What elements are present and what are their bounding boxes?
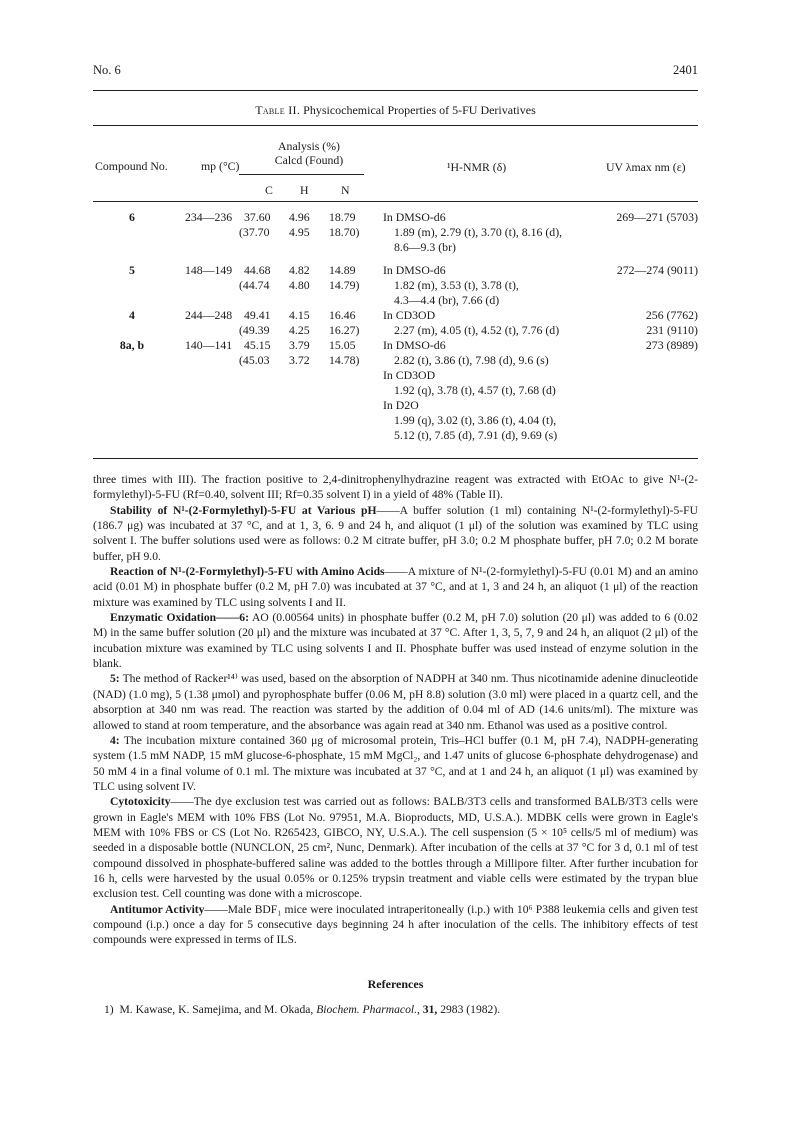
uv-value: 273 (8989)	[645, 338, 698, 352]
calcd-value: 3.79	[289, 338, 310, 352]
col-header-nmr: ¹H-NMR (δ)	[447, 160, 507, 174]
found-value: 4.25	[289, 323, 310, 337]
paragraph-cytotoxicity: Cytotoxicity——The dye exclusion test was carried out as follows: BALB/3T3 cells and transformed BALB/3T3 cells were grown in Eagle's MEM with 10% FBS (Lot No. 97951, M.A. Bioproducts, MD, U.S.A.). MDBK cells were grown in Eagle's MEM with 10% FBS or CS (Lot No. R265423, GIBCO, NY, U.S.A.). The cell suspension (5 × 10⁵ cells/5 ml of medium) was seeded in a disposable bottle (NUNCLON, 25 cm², Nunc, Denmark). After incubation of the cells at 37 °C for 3 d, 0.1 ml of test compound dissolved in phosphate-buffered saline was added to the bottles through a Millipore filter. After further incubation for 16 h, cells were harvested by the usual 0.05% or 0.125% trypsin treatment and viable cells were estimated by the trypan blue exclusion test. Cell counting was done with a microscope.	[93, 795, 698, 901]
table-label: Table II.	[255, 103, 301, 117]
paragraph-amino-acids: Reaction of N¹-(2-Formylethyl)-5-FU with Amino Acids——A mixture of N¹-(2-formylethyl)-5-FU (0.01 M) and an amino acid (0.01 M) in phosphate buffer (0.2 M, pH 7.0) was incubated at 37 °C, and at 1, 3 and 24 h, an aliquot (1 μl) of the reaction mixture was examined by TLC using solvents I and II.	[93, 565, 698, 609]
found-value: 14.78)	[329, 353, 360, 367]
nmr-data	[383, 210, 603, 255]
heading-compound-4: 4:	[110, 733, 120, 747]
analysis-c	[239, 338, 271, 368]
col-header-c: C	[265, 183, 273, 197]
issue-number: No. 6	[93, 63, 121, 77]
uv-data	[588, 210, 698, 225]
calcd-value: 4.82	[289, 263, 310, 277]
analysis-n	[329, 308, 359, 338]
heading-cytotoxicity: Cytotoxicity	[110, 795, 171, 809]
found-value: (37.70	[239, 225, 270, 239]
reference-authors: M. Kawase, K. Samejima, and M. Okada,	[119, 1003, 314, 1016]
reference-number: 1)	[104, 1003, 114, 1016]
col-header-analysis: Analysis (%)	[278, 139, 340, 153]
compound-number: 8a, b	[119, 338, 145, 352]
heading-stability: Stability of N¹-(2-Formylethyl)-5-FU at Various pH	[110, 503, 377, 517]
calcd-value: 37.60	[244, 210, 271, 224]
nmr-data	[383, 338, 603, 443]
table-title: Physicochemical Properties of 5-FU Derivatives	[303, 103, 536, 117]
found-value: (49.39	[239, 323, 270, 337]
calcd-value: 49.41	[244, 308, 271, 322]
reference-journal: Biochem. Pharmacol.,	[316, 1003, 420, 1016]
methods-text	[93, 472, 698, 948]
analysis-h	[289, 263, 310, 293]
col-header-compound: Compound No.	[95, 159, 168, 173]
paragraph-enzymatic-oxidation: Enzymatic Oxidation——6: AO (0.00564 units) in phosphate buffer (0.2 M, pH 7.0) solution (20 μl) was added to 6 (0.02 M) in the same buffer solution (20 μl) and the mixture was incubated at 37 °C. After 1, 3, 5, 7, 9 and 24 h, an aliquot (2 μl) of the incubation mixture was examined by TLC using solvents I and II. Phosphate buffer was used instead of enzyme solution in the blank.	[93, 611, 698, 671]
heading-amino-acids: Reaction of N¹-(2-Formylethyl)-5-FU with Amino Acids	[110, 565, 385, 579]
uv-value: 269—271 (5703)	[616, 210, 698, 224]
nmr-data	[383, 308, 603, 338]
col-header-n: N	[341, 183, 350, 197]
analysis-n	[329, 263, 359, 293]
heading-antitumor: Antitumor Activity	[110, 902, 205, 916]
col-header-h: H	[300, 183, 309, 197]
analysis-h	[289, 338, 310, 368]
nmr-solvent: In CD3OD	[383, 368, 436, 382]
uv-data	[588, 263, 698, 278]
calcd-value: 4.96	[289, 210, 310, 224]
nmr-shifts: 1.99 (q), 3.02 (t), 3.86 (t), 4.04 (t),	[394, 413, 557, 427]
nmr-solvent: In DMSO-d6	[383, 263, 446, 277]
table-header-rule	[93, 201, 698, 202]
analysis-c	[239, 263, 271, 293]
found-value: 16.27)	[329, 323, 360, 337]
nmr-shifts: 2.82 (t), 3.86 (t), 7.98 (d), 9.6 (s)	[394, 353, 549, 367]
table-top-rule	[93, 125, 698, 126]
calcd-value: 18.79	[329, 210, 356, 224]
nmr-data	[383, 263, 603, 308]
paragraph-compound-5: 5: The method of Racker¹⁴⁾ was used, based on the absorption of NADPH at 340 nm. Thus nicotinamide adenine dinucleotide (NAD) (1.0 mg), 5 (1.38 μmol) and pyrophosphate buffer (0.06 M, pH 8.8) solution (3.0 ml) were placed in a quartz cell, and the absorption at 340 nm was read. The reaction was started by the addition of 0.04 ml of AD (14.6 units/ml). The mixture was allowed to stand at room temperature, and the absorbance was again read at 340 nm. Ethanol was used as a positive control.	[93, 672, 698, 732]
calcd-value: 16.46	[329, 308, 356, 322]
analysis-c	[239, 210, 271, 240]
found-value: 3.72	[289, 353, 310, 367]
compound-number: 6	[129, 210, 135, 224]
analysis-n	[329, 210, 359, 240]
found-value: 18.70)	[329, 225, 360, 239]
running-head	[93, 63, 698, 79]
uv-value: 272—274 (9011)	[616, 263, 698, 277]
table-bottom-rule	[93, 458, 698, 459]
paragraph-stability: Stability of N¹-(2-Formylethyl)-5-FU at Various pH——A buffer solution (1 ml) containing N¹-(2-formylethyl)-5-FU (186.7 μg) was incubated at 37 °C, and at 1, 3, 6. 9 and 24 h, and aliquot (1 μl) of the solution was examined by TLC using solvent I. The buffer solutions used were as follows: 0.2 M citrate buffer, pH 3.0; 0.2 M phosphate buffer, pH 7.0; 0.2 M borate buffer, pH 9.0.	[93, 503, 698, 563]
uv-value: 231 (9110)	[646, 323, 698, 337]
reference-1	[104, 1003, 694, 1016]
calcd-value: 4.15	[289, 308, 310, 322]
table-caption	[93, 103, 698, 118]
analysis-h	[289, 210, 310, 240]
found-value: 4.95	[289, 225, 310, 239]
found-value: (44.74	[239, 278, 270, 292]
melting-point: 244—248	[185, 308, 233, 322]
nmr-shifts: 5.12 (t), 7.85 (d), 7.91 (d), 9.69 (s)	[394, 428, 558, 442]
analysis-c	[239, 308, 271, 338]
heading-enzymatic-oxidation: Enzymatic Oxidation——6:	[110, 611, 249, 625]
found-value: (45.03	[239, 353, 270, 367]
melting-point: 234—236	[185, 210, 233, 224]
nmr-solvent: In DMSO-d6	[383, 210, 446, 224]
page-number: 2401	[673, 63, 698, 77]
nmr-shifts: 1.92 (q), 3.78 (t), 4.57 (t), 7.68 (d)	[394, 383, 556, 397]
header-rule	[93, 90, 698, 91]
heading-compound-5: 5:	[110, 672, 120, 686]
calcd-value: 45.15	[244, 338, 271, 352]
nmr-shifts: 2.27 (m), 4.05 (t), 4.52 (t), 7.76 (d)	[394, 323, 560, 337]
found-value: 14.79)	[329, 278, 360, 292]
melting-point: 148—149	[185, 263, 233, 277]
found-value: 4.80	[289, 278, 310, 292]
nmr-shifts: 8.6—9.3 (br)	[394, 240, 456, 254]
nmr-solvent: In DMSO-d6	[383, 338, 446, 352]
paragraph-continued: three times with III). The fraction positive to 2,4-dinitrophenylhydrazine reagent was extracted with EtOAc to give N¹-(2-formylethyl)-5-FU (Rf=0.40, solvent III; Rf=0.35 solvent I) in a yield of 48% (Table II).	[93, 473, 698, 502]
reference-pages-year: 2983 (1982).	[440, 1003, 501, 1016]
calcd-value: 14.89	[329, 263, 356, 277]
nmr-shifts: 1.82 (m), 3.53 (t), 3.78 (t),	[394, 278, 519, 292]
paragraph-compound-4: 4: The incubation mixture contained 360 μg of microsomal protein, Tris–HCl buffer (0.1 M, pH 7.4), NADPH-generating system (1.5 mM NADP, 15 mM glucose-6-phosphate, 15 mM MgCl₂, and 1.47 units of glucose 6-phosphate dehydrogenase) and 50 mM 4 in a final volume of 0.1 ml. The mixture was incubated at 37 °C, and at 1 and 24 h, an aliquot (1 μl) was examined by TLC using solvent IV.	[93, 733, 698, 793]
nmr-shifts: 4.3—4.4 (br), 7.66 (d)	[394, 293, 500, 307]
col-header-mp: mp (°C)	[201, 159, 240, 173]
nmr-solvent: In D2O	[383, 398, 419, 412]
analysis-rule	[239, 174, 364, 175]
compound-number: 5	[129, 263, 135, 277]
uv-value: 256 (7762)	[645, 308, 698, 322]
col-header-uv: UV λmax nm (ε)	[606, 160, 686, 174]
reference-volume: 31,	[422, 1003, 438, 1016]
compound-number: 4	[129, 308, 135, 322]
uv-data	[588, 338, 698, 353]
uv-data	[588, 308, 698, 338]
calcd-value: 15.05	[329, 338, 356, 352]
melting-point: 140—141	[185, 338, 233, 352]
nmr-shifts: 1.89 (m), 2.79 (t), 3.70 (t), 8.16 (d),	[394, 225, 563, 239]
analysis-h	[289, 308, 310, 338]
nmr-solvent: In CD3OD	[383, 308, 436, 322]
col-header-calcd-found: Calcd (Found)	[274, 153, 344, 167]
calcd-value: 44.68	[244, 263, 271, 277]
references-heading: References	[367, 977, 424, 991]
paragraph-antitumor: Antitumor Activity——Male BDF₁ mice were inoculated intraperitoneally (i.p.) with 10⁶ P388 leukemia cells and given test compound (i.p.) once a day for 5 consecutive days beginning 24 h after inoculation of the cells. The inhibitory effects of test compounds were expressed in terms of ILS.	[93, 902, 699, 947]
analysis-n	[329, 338, 359, 368]
